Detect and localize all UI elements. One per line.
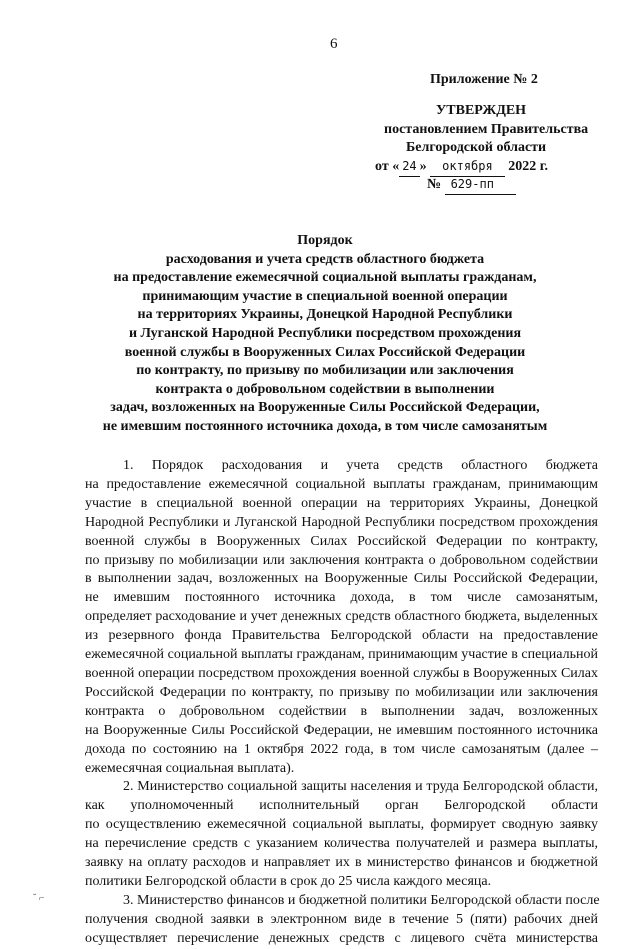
title-line: Порядок (297, 233, 353, 248)
approved-by-line1: постановлением Правительства (384, 122, 589, 137)
text-line: на перечисление средств с указанием количества получателей и размера выплаты, (85, 836, 598, 852)
date-mid: » (419, 159, 427, 174)
approval-number (427, 175, 516, 195)
title-line: расходования и учета средств областного бюджета (165, 251, 485, 267)
text-line: по осуществлению ежемесячной социальной выплаты, формирует сводную заявку (85, 817, 598, 833)
text-line: на предоставление ежемесячной социальной выплаты гражданам, принимающим (85, 476, 598, 492)
title-line: на предоставление ежемесячной социальной выплаты гражданам, (113, 270, 537, 286)
text-line: заявку на оплату расходов и направляет их в министерство финансов и бюджетной (85, 855, 598, 871)
approved-heading: УТВЕРЖДЕН (436, 103, 527, 118)
text-line: Российской Федерации по контракту, по призыву по мобилизации или заключения (85, 684, 598, 700)
date-month: октября (430, 157, 505, 177)
text-line: из резервного фонда Правительства Белгородской области на предоставление (85, 628, 598, 644)
document-title (40, 232, 610, 437)
approved-by-line2: Белгородской области (406, 140, 547, 155)
text-line: в выполнении задач, возложенных на Вооруженные Силы Российской Федерации, (85, 571, 598, 587)
text-line: определяет расходование и учет денежных средств областного бюджета, выделенных (85, 609, 598, 625)
paragraph (85, 892, 598, 949)
scan-mark: ˘ ⌐ (33, 893, 45, 904)
text-line: 2. Министерство социальной защиты населения и труда Белгородской области, (123, 779, 598, 795)
text-line: 3. Министерство финансов и бюджетной политики Белгородской области после (123, 892, 600, 908)
text-line: по призыву по мобилизации или заключения контракта о добровольном содействии (85, 552, 598, 568)
title-line: принимающим участие в специальной военной операции (142, 288, 508, 304)
title-line: и Луганской Народной Республики посредством прохождения (128, 325, 522, 341)
page-number: 6 (330, 36, 338, 52)
text-line: ежемесячной социальной выплаты гражданам, принимающим участие в специальной (85, 647, 598, 663)
document-body (85, 457, 598, 949)
text-line: ежемесячная социальная выплата). (85, 760, 295, 776)
text-line: Народной Республики и Луганской Народной Республики посредством прохождения (85, 514, 598, 530)
text-line: дохода по состоянию на 1 октября 2022 года, в том числе самозанятым (далее – (85, 741, 598, 757)
text-line: военной службы в Вооруженных Силах Российской Федерации по контракту, (85, 533, 598, 549)
text-line: как уполномоченный исполнительный орган Белгородской области (85, 798, 598, 814)
title-line: военной службы в Вооруженных Силах Российской Федерации (124, 344, 526, 360)
number-prefix: № (427, 177, 442, 192)
date-year: 2022 г. (508, 159, 549, 174)
text-line: военной операции посредством прохождения военной службы в Вооруженных Силах (85, 665, 598, 681)
approval-date (375, 157, 548, 177)
text-line: политики Белгородской области в срок до 25 числа каждого месяца. (85, 873, 492, 889)
text-line: не имевшим постоянного источника дохода, в том числе самозанятым, (85, 590, 598, 606)
text-line: контракта о добровольном содействии в выполнении задач, возложенных (85, 703, 598, 719)
title-line: по контракту, по призыву по мобилизации или заключения (136, 363, 514, 379)
title-line: контракта о добровольном содействии в выполнении (155, 381, 495, 397)
text-line: осуществляет перечисление денежных средств с лицевого счёта министерства (85, 930, 598, 946)
title-line: на территориях Украины, Донецкой Народной Республики (137, 307, 513, 323)
text-line: на Вооруженные Силы Российской Федерации, не имевшим постоянного источника (85, 722, 598, 738)
text-line: 1. Порядок расходования и учета средств областного бюджета (123, 458, 598, 473)
decree-number: 629-пп (445, 175, 516, 195)
paragraph (85, 457, 598, 778)
title-line: не имевшим постоянного источника дохода, в том числе самозанятым (102, 418, 548, 434)
appendix-label: Приложение № 2 (430, 72, 538, 87)
paragraph (85, 778, 598, 891)
date-prefix: от « (375, 159, 400, 174)
title-line: задач, возложенных на Вооруженные Силы Российской Федерации, (110, 400, 540, 416)
date-day: 24 (399, 157, 419, 177)
text-line: участие в специальной военной операции на территориях Украины, Донецкой (85, 495, 598, 511)
text-line: получения сводной заявки в электронном виде в течение 5 (пяти) рабочих дней (85, 911, 598, 927)
